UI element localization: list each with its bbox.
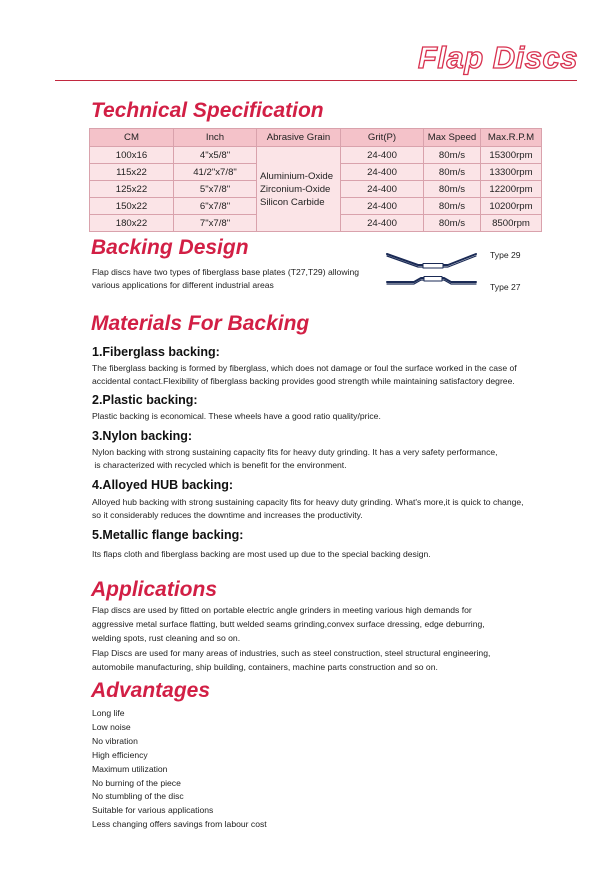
text-line: accidental contact.Flexibility of fiberglass backing provides good strength while maintaining satisfactory degree.: [92, 376, 515, 386]
cell-grit: 24-400: [341, 181, 424, 198]
applications-text: [92, 603, 532, 674]
cell-grit: 24-400: [341, 147, 424, 164]
col-header-inch: Inch: [174, 129, 257, 147]
cell-rpm: 13300rpm: [481, 164, 542, 181]
type-27-disc-shape: [387, 277, 476, 285]
text-line: aggressive metal surface flatting, butt welded seams grinding,convex surface dressing, edge deburring,: [92, 619, 485, 630]
cell-rpm: 10200rpm: [481, 198, 542, 215]
backing-design-title: Backing Design: [91, 236, 249, 259]
technical-spec-title: Technical Specification: [91, 99, 324, 122]
grain-item: Zirconium-Oxide: [260, 183, 331, 195]
backing-design-text: [92, 266, 392, 292]
text-line: Alloyed hub backing with strong sustaining capacity fits for heavy duty grinding. What's more,it is quick to change,: [92, 497, 524, 507]
grain-item: Silicon Carbide: [260, 196, 325, 208]
cell-inch: 6"x7/8": [174, 198, 257, 215]
spec-table: [89, 128, 542, 232]
cell-cm: 125x22: [90, 181, 174, 198]
type-29-disc-shape: [387, 254, 476, 268]
cell-cm: 180x22: [90, 215, 174, 232]
text-line: Nylon backing with strong sustaining capacity fits for heavy duty grinding. It has a very safety performance,: [92, 447, 498, 457]
text-line: automobile manufacturing, ship building, containers, machine parts construction and so on.: [92, 661, 438, 672]
material-heading-plastic: 2.Plastic backing:: [92, 393, 198, 407]
text-line: Flap discs are used by fitted on portable electric angle grinders in meeting various high demands for: [92, 605, 472, 615]
cell-speed: 80m/s: [424, 181, 481, 198]
cell-speed: 80m/s: [424, 215, 481, 232]
material-text-plastic: [92, 410, 532, 423]
cell-rpm: 12200rpm: [481, 181, 542, 198]
text-line: Flap discs have two types of fiberglass base plates (T27,T29) allowing: [92, 267, 360, 277]
cell-speed: 80m/s: [424, 164, 481, 181]
col-header-max-speed: Max Speed: [424, 129, 481, 147]
cell-cm: 100x16: [90, 147, 174, 164]
cell-cm: 150x22: [90, 198, 174, 215]
material-heading-nylon: 3.Nylon backing:: [92, 429, 193, 443]
text-line: The fiberglass backing is formed by fiberglass, which does not damage or foul the surface worked in the case of: [92, 363, 517, 373]
list-item: High efficiency: [92, 749, 148, 760]
cell-inch: 41/2"x7/8": [174, 164, 257, 181]
list-item: Maximum utilization: [92, 763, 168, 774]
text-line: welding spots, rust cleaning and so on.: [92, 633, 241, 644]
cell-inch: 5"x7/8": [174, 181, 257, 198]
cell-cm: 115x22: [90, 164, 174, 181]
cell-grit: 24-400: [341, 215, 424, 232]
applications-title: Applications: [91, 578, 218, 601]
grain-item: Aluminium-Oxide: [260, 170, 334, 182]
type-27-label: Type 27: [490, 282, 521, 292]
col-header-cm: CM: [90, 129, 174, 147]
col-header-grit: Grit(P): [341, 129, 424, 147]
cell-inch: 4"x5/8": [174, 147, 257, 164]
material-text-alloyed-hub: [92, 496, 532, 522]
list-item: No stumbling of the disc: [92, 791, 184, 802]
cell-abrasive-grain: [257, 147, 341, 232]
type-29-label: Type 29: [490, 250, 521, 260]
list-item: Less changing offers savings from labour cost: [92, 819, 267, 830]
material-text-metallic-flange: [92, 548, 532, 561]
cell-rpm: 8500rpm: [481, 215, 542, 232]
text-line: Its flaps cloth and fiberglass backing are most used up due to the special backing design.: [92, 549, 431, 559]
header-divider: [55, 80, 577, 81]
cell-inch: 7"x7/8": [174, 215, 257, 232]
list-item: No vibration: [92, 735, 138, 746]
materials-title: Materials For Backing: [91, 312, 310, 335]
material-heading-metallic-flange: 5.Metallic flange backing:: [92, 528, 244, 542]
material-heading-fiberglass: 1.Fiberglass backing:: [92, 345, 220, 359]
material-heading-alloyed-hub: 4.Alloyed HUB backing:: [92, 478, 233, 492]
text-line: is characterized with recycled which is benefit for the environment.: [92, 460, 347, 470]
table-row: [90, 147, 542, 164]
text-line: Plastic backing is economical. These wheels have a good ratio quality/price.: [92, 411, 381, 421]
advantages-title: Advantages: [91, 679, 211, 702]
list-item: Low noise: [92, 721, 131, 732]
advantages-list: [92, 707, 267, 832]
material-text-nylon: [92, 446, 532, 472]
list-item: Suitable for various applications: [92, 805, 214, 816]
cell-grit: 24-400: [341, 198, 424, 215]
spec-table-header-row: [90, 129, 542, 147]
list-item: Long life: [92, 708, 125, 718]
col-header-abrasive-grain: Abrasive Grain: [257, 129, 341, 147]
cell-grit: 24-400: [341, 164, 424, 181]
cell-speed: 80m/s: [424, 198, 481, 215]
col-header-max-rpm: Max.R.P.M: [481, 129, 542, 147]
page-header-title: Flap Discs: [417, 40, 578, 75]
text-line: Flap Discs are used for many areas of industries, such as steel construction, steel structural engineering,: [92, 647, 491, 658]
list-item: No burning of the piece: [92, 777, 181, 788]
material-text-fiberglass: [92, 362, 532, 388]
cell-rpm: 15300rpm: [481, 147, 542, 164]
backing-type-diagram: [384, 248, 482, 292]
text-line: various applications for different industrial areas: [92, 280, 274, 290]
text-line: so it considerably reduces the downtime and increases the productivity.: [92, 510, 363, 520]
cell-speed: 80m/s: [424, 147, 481, 164]
